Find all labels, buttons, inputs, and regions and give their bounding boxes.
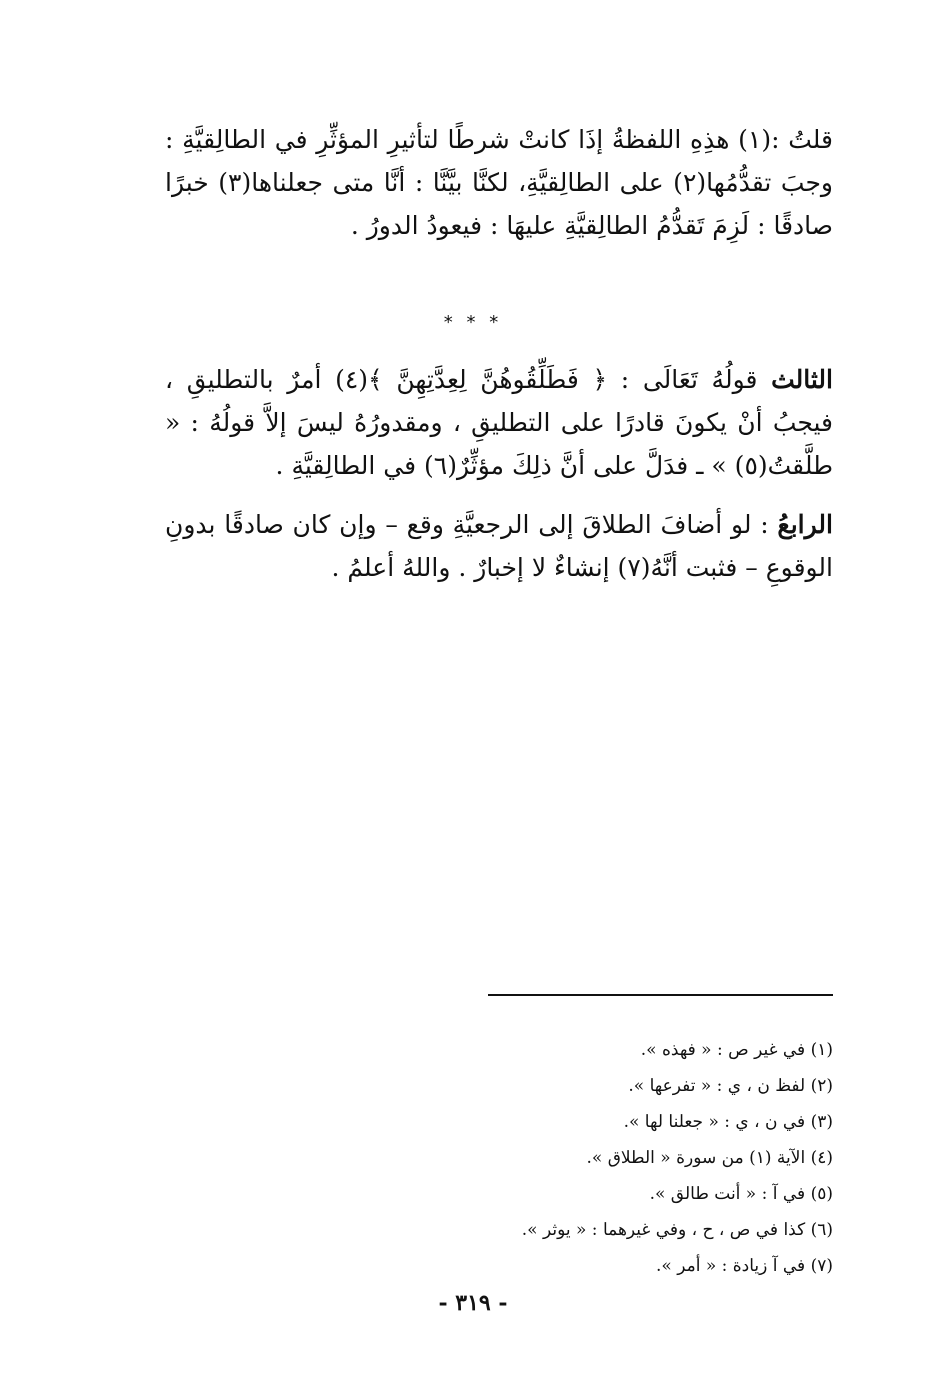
paragraph-third-text: قولُهُ تَعَالَى : ﴿ فَطَلِّقُوهُنَّ لِعِدَّتِهِنَّ ﴾(٤) أمرٌ بالتطليقِ ، فيجبُ أنْ يكونَ قادرًا على التطليقِ ، ومقدورُهُ ليسَ إلاَّ قولُهُ : « طلَّقتُ(٥) » ـ فدَلَّ على أنَّ ذلِكَ مؤثِّرٌ(٦) في الطالِقيَّةِ .: [165, 365, 833, 480]
footnote-divider: [488, 994, 833, 996]
paragraph-first: [165, 118, 833, 247]
paragraph-lead-fourth: الرابعُ: [777, 510, 833, 539]
footnote: (٣) في ن ، ي : « جعلنا لها ».: [623, 1112, 833, 1132]
paragraph-fourth-argument: [165, 503, 833, 589]
footnote: (٥) في آ : « أنت طالق ».: [649, 1184, 833, 1204]
footnote: (١) في غير ص : « فهذه ».: [640, 1040, 833, 1060]
footnotes: [165, 1032, 833, 1284]
footnote: (٢) لفظ ن ، ي : « تفرعها ».: [628, 1076, 833, 1096]
footnote: (٦) كذا في ص ، ح ، وفي غيرهما : « يوثر ».: [521, 1220, 833, 1240]
paragraph-fourth-text: : لو أضافَ الطلاقَ إلى الرجعيَّةِ وقع – وإن كان صادقًا بدونِ الوقوعِ – فثبت أنَّهُ(٧) إنشاءٌ لا إخبارٌ . واللهُ أعلمُ .: [165, 510, 833, 582]
section-separator: * * *: [443, 312, 503, 333]
footnote: (٧) في آ زيادة : « أمر ».: [656, 1256, 833, 1276]
paragraph-first-text: قلتُ :(١) هذِهِ اللفظةُ إذَا كانتْ شرطًا لتأثيرِ المؤثِّرِ في الطالِقيَّةِ : وجبَ تقدُّمُها(٢) على الطالِقيَّةِ، لكنَّا بيَّنَّا : أنَّا متى جعلناها(٣) خبرًا صادقًا : لَزِمَ تَقدُّمُ الطالِقيَّةِ عليهَا : فيعودُ الدورُ .: [165, 125, 833, 240]
paragraph-lead-third: الثالث: [771, 365, 833, 394]
paragraph-third-argument: [165, 358, 833, 487]
page-number: - ٣١٩ -: [438, 1290, 508, 1316]
footnote: (٤) الآية (١) من سورة « الطلاق ».: [586, 1148, 833, 1168]
